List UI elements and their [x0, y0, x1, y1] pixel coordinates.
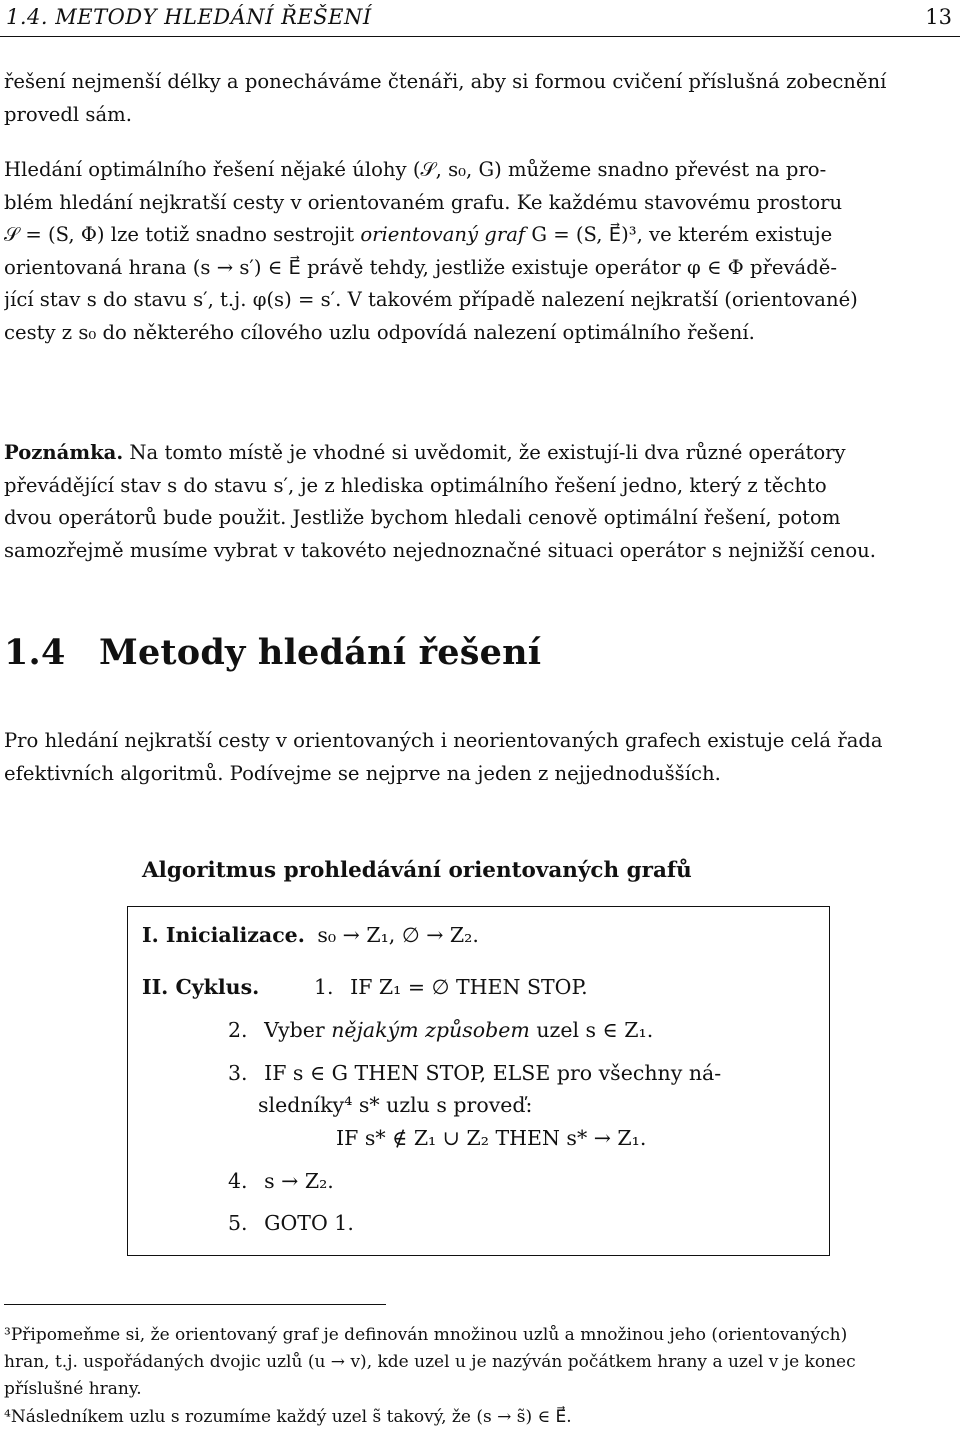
step-number: 5. — [228, 1211, 248, 1235]
algorithm-step-3 — [228, 1061, 721, 1085]
paragraph-continuation — [4, 66, 956, 131]
text-line: blém hledání nejkratší cesty v orientovaném grafu. Ke každému stavovému prostoru — [4, 190, 843, 214]
algorithm-step-4 — [228, 1169, 334, 1193]
text-line: převádějící stav s do stavu s′, je z hlediska optimálního řešení jedno, který z těchto — [4, 473, 827, 497]
term-oriented-graph: orientovaný graf — [360, 223, 526, 246]
step-text: IF Z₁ = ∅ THEN STOP. — [350, 975, 588, 999]
page-number: 13 — [925, 5, 952, 29]
footnote-rule — [4, 1304, 386, 1305]
algorithm-step-1 — [314, 975, 588, 999]
text-line: Hledání optimálního řešení nějaké úlohy (𝒮, s₀, G) můžeme snadno převést na pro- — [4, 158, 827, 181]
text-line: orientovaná hrana (s → s′) ∈ E⃗ právě tehdy, jestliže existuje operátor φ ∈ Φ převádě- — [4, 255, 837, 279]
text-line: dvou operátorů bude použit. Jestliže bychom hledali cenově optimální řešení, potom — [4, 506, 841, 529]
loop-label: II. Cyklus. — [142, 975, 260, 999]
init-text: s₀ → Z₁, ∅ → Z₂. — [317, 923, 479, 947]
text-span: G = (S, E⃗)³, ve kterém existuje — [525, 223, 833, 246]
algorithm-init — [142, 923, 479, 947]
text-line: cesty z s₀ do některého cílového uzlu odpovídá nalezení optimálního řešení. — [4, 320, 755, 344]
paragraph-note — [4, 437, 956, 567]
init-label: I. Inicializace. — [142, 923, 305, 947]
text-line: provedl sám. — [4, 102, 132, 126]
text-line — [4, 437, 956, 470]
section-heading — [4, 632, 541, 673]
step-text: s → Z₂. — [264, 1169, 334, 1193]
step-number: 1. — [314, 975, 334, 999]
text-span: 𝒮 = (S, Φ) lze totiž snadno sestrojit — [4, 223, 361, 246]
text-line: samozřejmě musíme vybrat v takovéto nejednoznačné situaci operátor s nejnižší cenou. — [4, 538, 876, 562]
algorithm-box — [127, 906, 830, 1256]
algorithm-step-2 — [228, 1018, 653, 1042]
step-text: Vyber — [264, 1018, 332, 1042]
section-number: 1.4 — [4, 632, 66, 673]
step-text-emph: nějakým způsobem — [331, 1018, 530, 1042]
text-span: Na tomto místě je vhodné si uvědomit, že existují-li dva různé operátory — [123, 441, 846, 464]
text-line: Pro hledání nejkratší cesty v orientovaných i neorientovaných grafech existuje celá řada — [4, 729, 883, 752]
algorithm-step-5 — [228, 1211, 354, 1235]
footnote-3 — [4, 1322, 956, 1403]
algorithm-loop — [142, 975, 259, 999]
text-line — [4, 219, 956, 252]
running-header — [0, 2, 960, 37]
text-line: řešení nejmenší délky a ponecháváme čtenáři, aby si formou cvičení příslušná zobecnění — [4, 70, 887, 93]
algorithm-step-3-rule: IF s* ∉ Z₁ ∪ Z₂ THEN s* → Z₁. — [336, 1126, 647, 1150]
footnote-4 — [4, 1404, 956, 1431]
footnote-line: příslušné hrany. — [4, 1379, 142, 1399]
step-text: uzel s ∈ Z₁. — [529, 1018, 654, 1042]
paragraph-intro — [4, 725, 956, 790]
paragraph-optimal-solution — [4, 154, 956, 349]
step-number: 3. — [228, 1061, 248, 1085]
note-label: Poznámka. — [4, 441, 124, 464]
step-number: 2. — [228, 1018, 248, 1042]
step-text: IF s ∈ G THEN STOP, ELSE pro všechny ná- — [264, 1061, 722, 1085]
step-text: GOTO 1. — [264, 1211, 354, 1235]
footnote-line: ³Připomeňme si, že orientovaný graf je definován množinou uzlů a množinou jeho (orientovaných) — [4, 1325, 848, 1345]
running-header-section: 1.4. METODY HLEDÁNÍ ŘEŠENÍ — [6, 5, 372, 29]
footnote-line: ⁴Následníkem uzlu s rozumíme každý uzel s̃ takový, že (s → s̃) ∈ E⃗. — [4, 1407, 572, 1427]
text-line: efektivních algoritmů. Podívejme se nejprve na jeden z nejjednodušších. — [4, 761, 721, 785]
section-title-text: Metody hledání řešení — [99, 632, 542, 673]
algorithm-title: Algoritmus prohledávání orientovaných grafů — [142, 858, 692, 883]
text-line: jící stav s do stavu s′, t.j. φ(s) = s′. V takovém případě nalezení nejkratší (orientované) — [4, 288, 858, 311]
algorithm-step-3-cont: sledníky⁴ s* uzlu s proveď: — [258, 1093, 533, 1117]
step-number: 4. — [228, 1169, 248, 1193]
footnote-line: hran, t.j. uspořádaných dvojic uzlů (u → v), kde uzel u je nazýván počátkem hrany a uzel v je konec — [4, 1352, 856, 1372]
